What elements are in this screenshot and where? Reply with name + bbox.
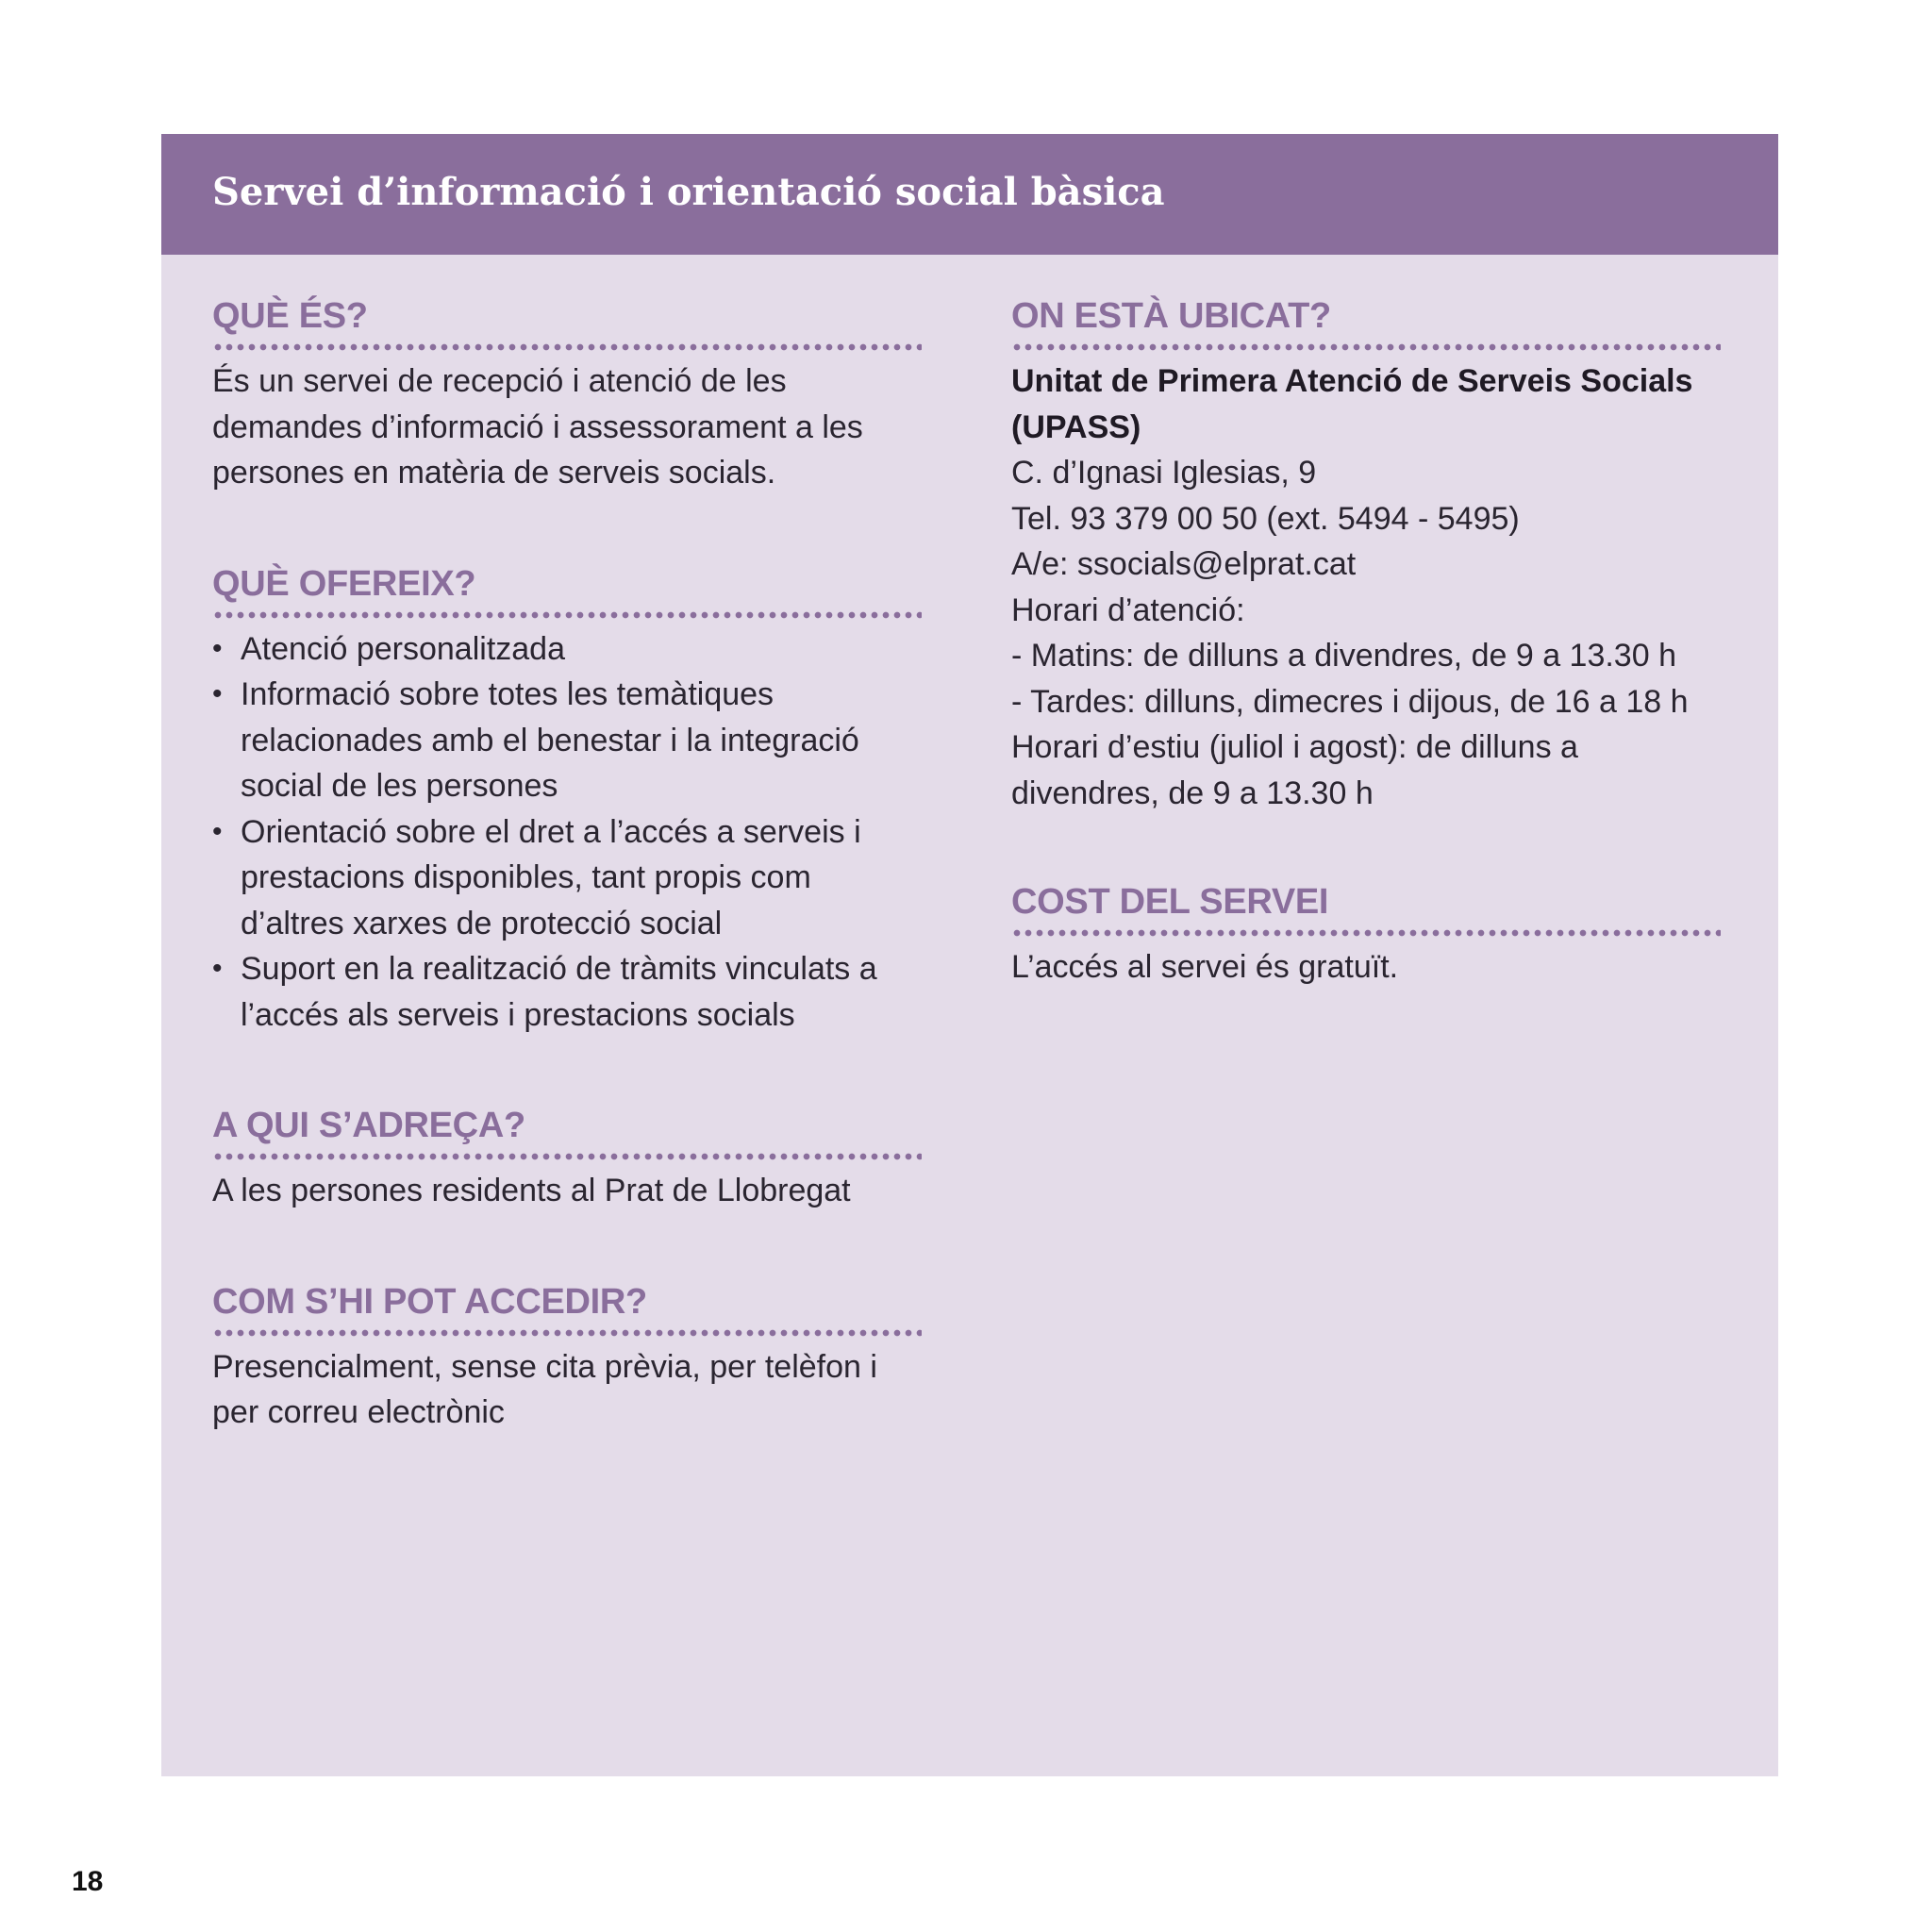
service-card	[161, 134, 1778, 1776]
section-heading-what-is: QUÈ ÉS?	[212, 296, 368, 336]
section-audience	[212, 1104, 922, 1214]
section-location	[1011, 294, 1721, 816]
dotted-divider	[212, 611, 922, 619]
section-heading-access: COM S’HI POT ACCEDIR?	[212, 1281, 647, 1322]
section-cost	[1011, 880, 1721, 991]
section-heading-location: ON ESTÀ UBICAT?	[1011, 296, 1331, 336]
page-number: 18	[72, 1866, 104, 1897]
list-item	[212, 809, 922, 947]
dotted-divider	[212, 1329, 922, 1337]
left-column	[212, 294, 922, 1436]
access-text: Presencialment, sense cita prèvia, per telèfon i per correu electrònic	[212, 1348, 877, 1430]
offer-item-text: Suport en la realització de tràmits vinculats a l’accés als serveis i prestacions socials	[241, 951, 877, 1033]
hours-morning: - Matins: de dilluns a divendres, de 9 a 13.30 h	[1011, 638, 1676, 674]
hours-label: Horari d’atenció:	[1011, 591, 1245, 628]
bullet-icon: •	[212, 678, 223, 709]
bullet-icon: •	[212, 632, 223, 664]
phone-text: Tel. 93 379 00 50 (ext. 5494 - 5495)	[1011, 500, 1520, 537]
address-text: C. d’Ignasi Iglesias, 9	[1011, 455, 1317, 491]
dotted-divider	[212, 1153, 922, 1160]
summer-hours: Horari d’estiu (juliol i agost): de dilluns a divendres, de 9 a 13.30 h	[1011, 729, 1578, 811]
list-item	[212, 626, 922, 673]
section-heading-cost: COST DEL SERVEI	[1011, 882, 1329, 922]
list-item	[212, 946, 922, 1038]
unit-name: Unitat de Primera Atenció de Serveis Socials (UPASS)	[1011, 363, 1693, 445]
offer-item-text: Informació sobre totes les temàtiques relacionades amb el benestar i la integració social de les persones	[241, 676, 859, 804]
offers-list	[212, 626, 922, 1039]
dotted-divider	[212, 343, 922, 351]
section-access	[212, 1280, 922, 1436]
right-column	[1011, 294, 1721, 991]
section-offers	[212, 562, 922, 1039]
bullet-icon: •	[212, 953, 223, 984]
dotted-divider	[1011, 343, 1721, 351]
cost-text: L’accés al servei és gratuït.	[1011, 949, 1399, 985]
hours-afternoon: - Tardes: dilluns, dimecres i dijous, de 16 a 18 h	[1011, 683, 1689, 720]
bullet-icon: •	[212, 815, 223, 847]
offer-item-text: Orientació sobre el dret a l’accés a serveis i prestacions disponibles, tant propis com d’altres xarxes de protecció social	[241, 813, 861, 941]
card-title: Servei d’informació i orientació social bàsica	[212, 170, 1165, 214]
card-header	[161, 134, 1778, 255]
list-item	[212, 672, 922, 809]
dotted-divider	[1011, 929, 1721, 937]
audience-text: A les persones residents al Prat de Llobregat	[212, 1173, 851, 1208]
section-heading-audience: A QUI S’ADREÇA?	[212, 1106, 525, 1145]
section-what-is	[212, 294, 922, 496]
email-text: A/e: ssocials@elprat.cat	[1011, 546, 1357, 582]
offer-item-text: Atenció personalitzada	[241, 630, 566, 667]
section-heading-offers: QUÈ OFEREIX?	[212, 563, 476, 604]
what-is-text: És un servei de recepció i atenció de les demandes d’informació i assessorament a les persones en matèria de serveis socials.	[212, 363, 863, 491]
